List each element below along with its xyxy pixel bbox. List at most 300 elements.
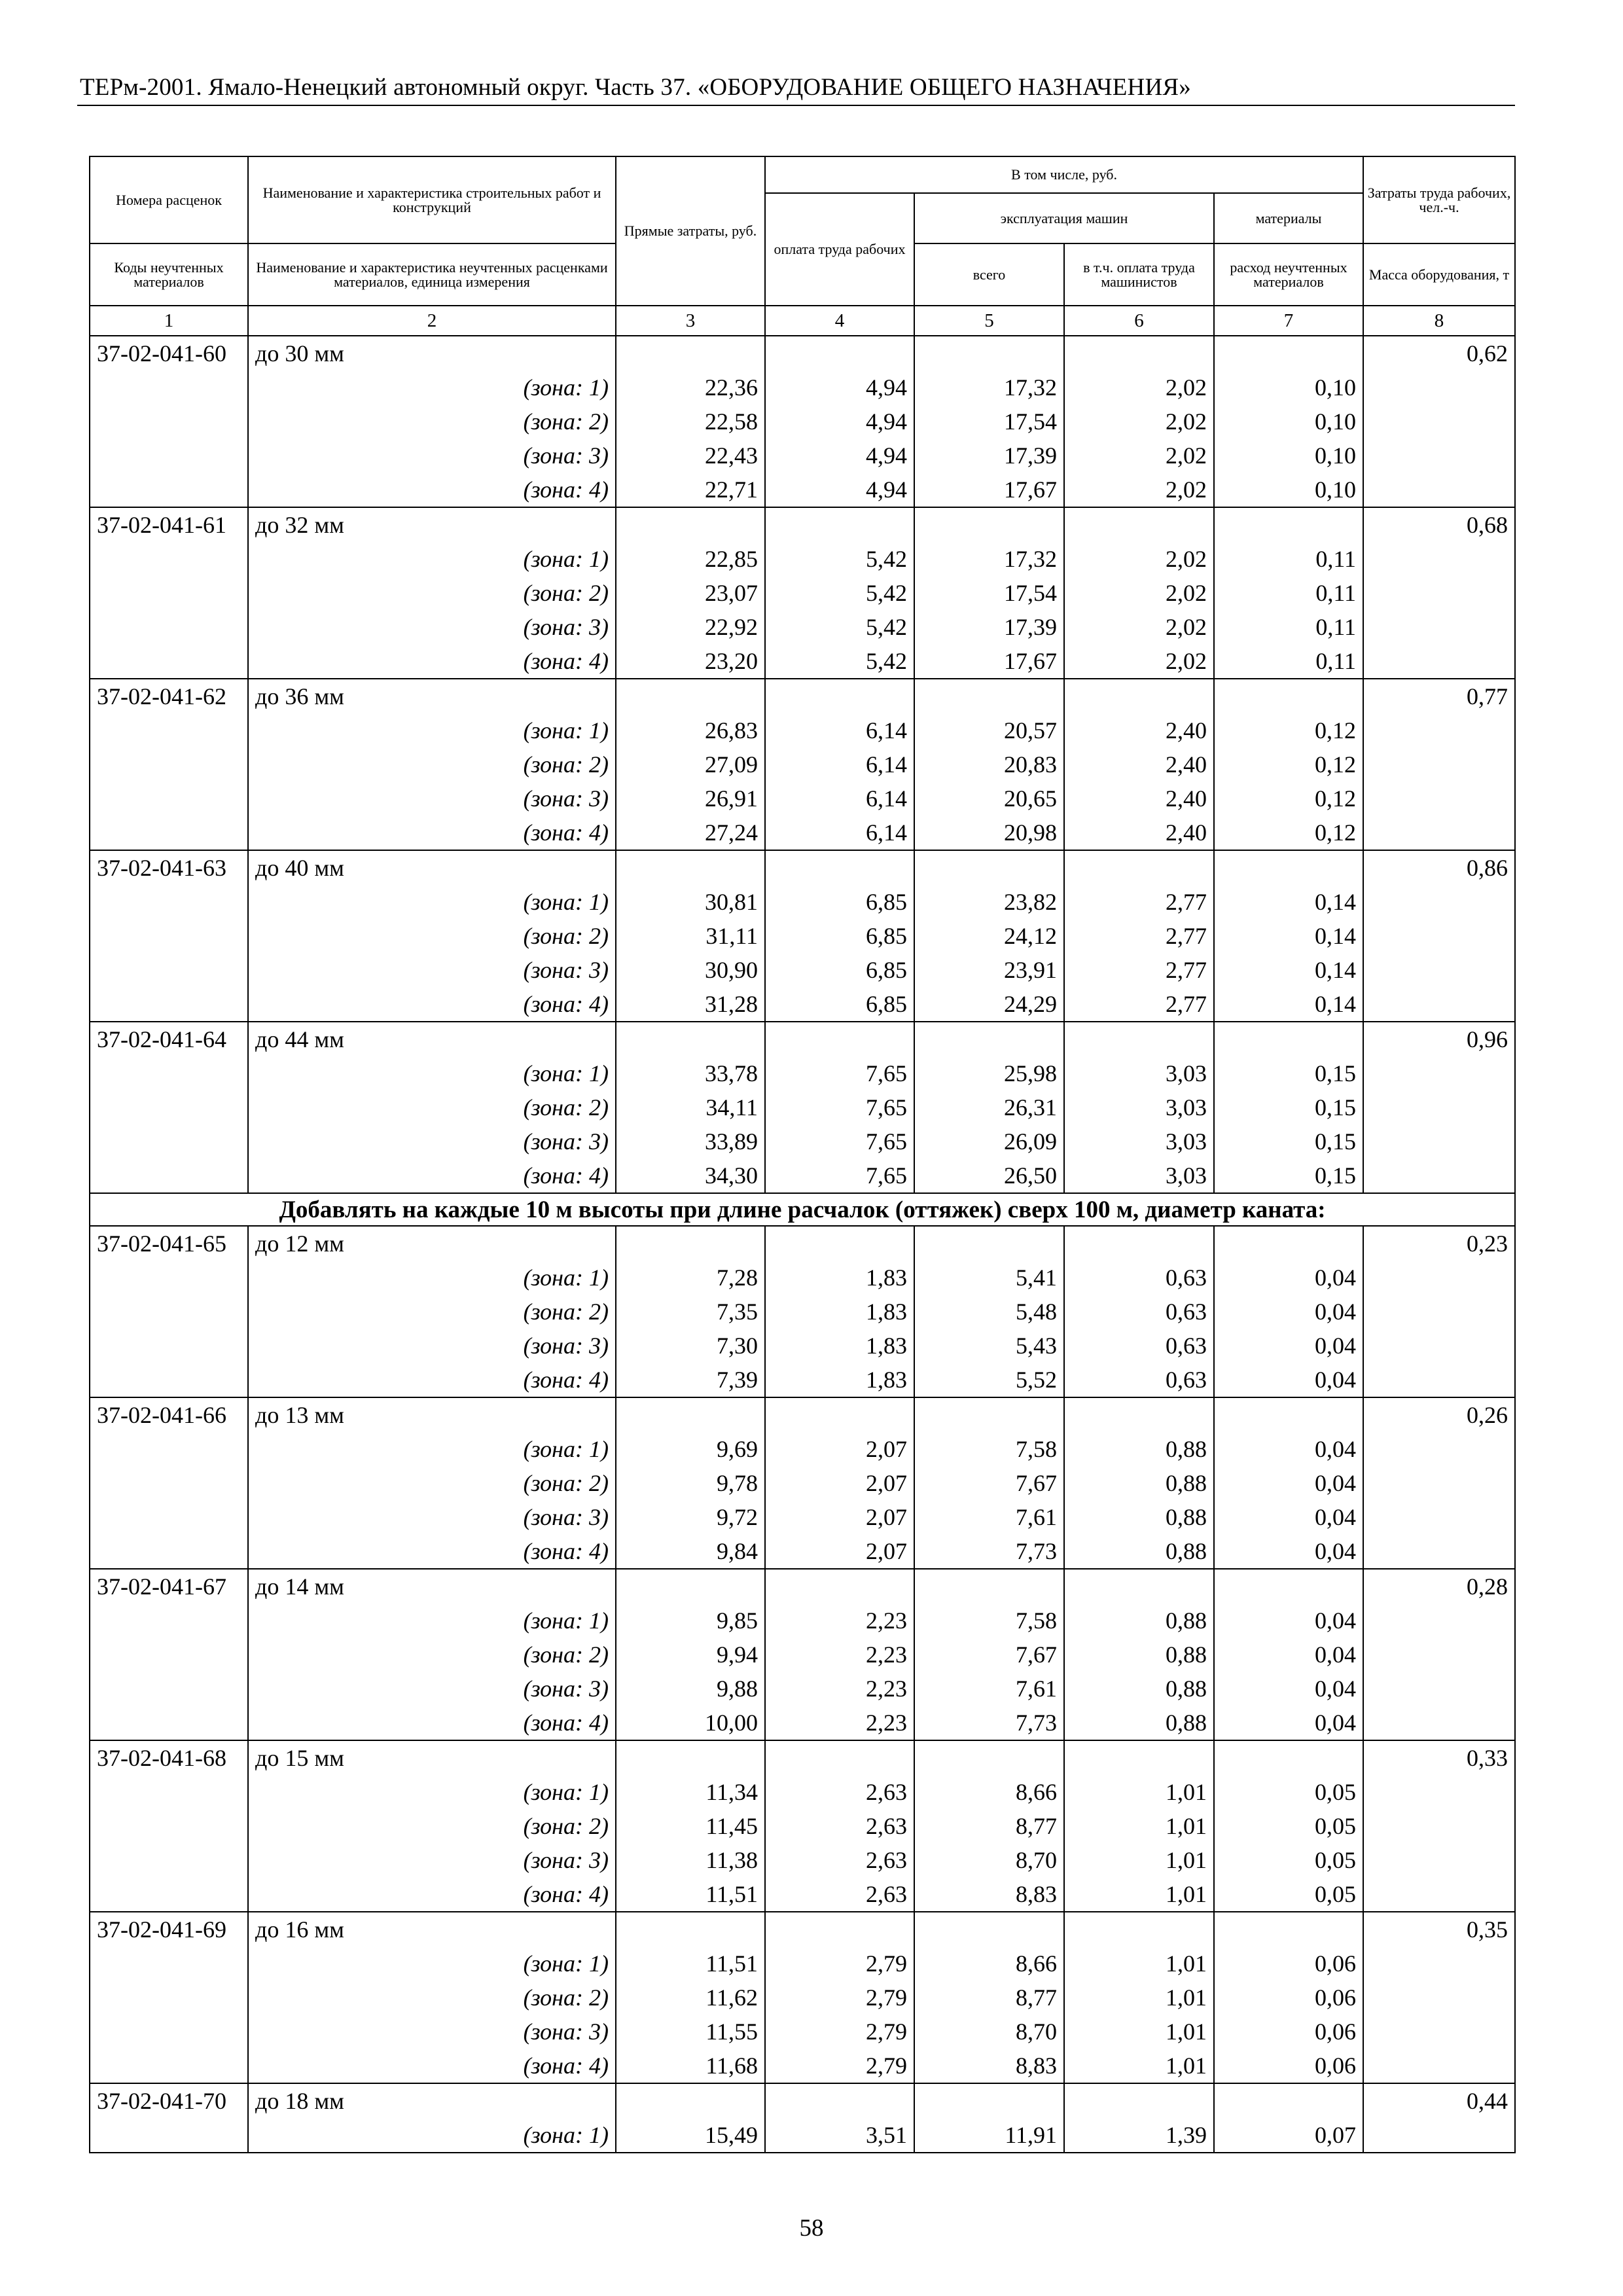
zone-row <box>90 953 1515 987</box>
empty-cell <box>765 850 914 885</box>
labor-pay-value: 5,42 <box>765 542 914 576</box>
materials-value: 0,12 <box>1214 816 1363 850</box>
labor-hours: 0,28 <box>1363 1569 1515 1604</box>
labor-hours: 0,23 <box>1363 1226 1515 1261</box>
empty-cell <box>90 644 248 679</box>
rate-row-title <box>90 2083 1515 2118</box>
empty-cell <box>765 1397 914 1432</box>
materials-value: 0,04 <box>1214 1638 1363 1672</box>
machines-total-value: 17,67 <box>914 473 1064 507</box>
empty-cell <box>90 2118 248 2153</box>
labor-pay-value: 6,85 <box>765 919 914 953</box>
machines-total-value: 7,73 <box>914 1534 1064 1569</box>
empty-cell <box>90 1843 248 1877</box>
operators-pay-value: 0,88 <box>1064 1604 1214 1638</box>
materials-value: 0,04 <box>1214 1672 1363 1706</box>
machines-total-value: 8,70 <box>914 1843 1064 1877</box>
rate-row-title <box>90 1912 1515 1946</box>
zone-label: (зона: 3) <box>248 439 616 473</box>
page-number: 58 <box>799 2215 824 2242</box>
empty-cell <box>1363 473 1515 507</box>
direct-cost-value: 9,78 <box>616 1466 765 1500</box>
labor-hours: 0,68 <box>1363 507 1515 542</box>
zone-label: (зона: 2) <box>248 747 616 781</box>
zone-label: (зона: 1) <box>248 885 616 919</box>
empty-cell <box>1064 850 1214 885</box>
machines-total-value: 24,29 <box>914 987 1064 1022</box>
zone-row <box>90 1775 1515 1809</box>
empty-cell <box>90 1672 248 1706</box>
materials-value: 0,14 <box>1214 885 1363 919</box>
direct-cost-value: 7,35 <box>616 1295 765 1329</box>
machines-total-value: 8,83 <box>914 2049 1064 2083</box>
zone-row <box>90 2015 1515 2049</box>
operators-pay-value: 0,88 <box>1064 1534 1214 1569</box>
empty-cell <box>1214 1740 1363 1775</box>
direct-cost-value: 10,00 <box>616 1706 765 1740</box>
labor-pay-value: 2,79 <box>765 2049 914 2083</box>
rate-code: 37-02-041-66 <box>90 1397 248 1432</box>
zone-label: (зона: 1) <box>248 1604 616 1638</box>
empty-cell <box>90 1432 248 1466</box>
empty-cell <box>90 1363 248 1397</box>
empty-cell <box>765 1226 914 1261</box>
empty-cell <box>1214 2083 1363 2118</box>
zone-label: (зона: 4) <box>248 1706 616 1740</box>
zone-label: (зона: 3) <box>248 953 616 987</box>
empty-cell <box>1363 1466 1515 1500</box>
direct-cost-value: 30,81 <box>616 885 765 919</box>
header-rate-numbers: Номера расценок <box>90 156 248 243</box>
empty-cell <box>90 1809 248 1843</box>
machines-total-value: 7,67 <box>914 1466 1064 1500</box>
materials-value: 0,14 <box>1214 953 1363 987</box>
zone-row <box>90 1124 1515 1158</box>
materials-value: 0,07 <box>1214 2118 1363 2153</box>
empty-cell <box>1363 1363 1515 1397</box>
labor-hours: 0,35 <box>1363 1912 1515 1946</box>
header-labor-pay: оплата труда рабочих <box>765 193 914 306</box>
materials-value: 0,15 <box>1214 1158 1363 1193</box>
operators-pay-value: 0,88 <box>1064 1500 1214 1534</box>
zone-label: (зона: 4) <box>248 644 616 679</box>
materials-value: 0,04 <box>1214 1329 1363 1363</box>
zone-label: (зона: 2) <box>248 404 616 439</box>
document-header: ТЕРм-2001. Ямало-Ненецкий автономный округ. Часть 37. «ОБОРУДОВАНИЕ ОБЩЕГО НАЗНАЧЕНИЯ» <box>80 74 1191 101</box>
empty-cell <box>1214 1022 1363 1056</box>
operators-pay-value: 2,77 <box>1064 953 1214 987</box>
labor-pay-value: 5,42 <box>765 576 914 610</box>
labor-pay-value: 3,51 <box>765 2118 914 2153</box>
machines-total-value: 25,98 <box>914 1056 1064 1090</box>
materials-value: 0,04 <box>1214 1261 1363 1295</box>
empty-cell <box>1064 1569 1214 1604</box>
machines-total-value: 8,66 <box>914 1775 1064 1809</box>
empty-cell <box>90 1500 248 1534</box>
empty-cell <box>1363 1090 1515 1124</box>
empty-cell <box>90 987 248 1022</box>
direct-cost-value: 23,20 <box>616 644 765 679</box>
zone-row <box>90 1158 1515 1193</box>
direct-cost-value: 9,69 <box>616 1432 765 1466</box>
materials-value: 0,06 <box>1214 1981 1363 2015</box>
empty-cell <box>616 1022 765 1056</box>
materials-value: 0,10 <box>1214 404 1363 439</box>
zone-label: (зона: 3) <box>248 610 616 644</box>
zone-label: (зона: 4) <box>248 1363 616 1397</box>
machines-total-value: 23,91 <box>914 953 1064 987</box>
zone-row <box>90 473 1515 507</box>
empty-cell <box>1363 1500 1515 1534</box>
zone-row <box>90 816 1515 850</box>
empty-cell <box>1363 1295 1515 1329</box>
operators-pay-value: 3,03 <box>1064 1090 1214 1124</box>
rate-row-title <box>90 507 1515 542</box>
materials-value: 0,04 <box>1214 1432 1363 1466</box>
direct-cost-value: 11,55 <box>616 2015 765 2049</box>
zone-row <box>90 1706 1515 1740</box>
empty-cell <box>1363 1056 1515 1090</box>
zone-row <box>90 1363 1515 1397</box>
machines-total-value: 17,39 <box>914 439 1064 473</box>
rate-row-title <box>90 1740 1515 1775</box>
operators-pay-value: 2,77 <box>1064 987 1214 1022</box>
labor-pay-value: 6,85 <box>765 885 914 919</box>
operators-pay-value: 0,63 <box>1064 1363 1214 1397</box>
zone-row <box>90 781 1515 816</box>
header-rule <box>77 105 1515 106</box>
empty-cell <box>1363 987 1515 1022</box>
operators-pay-value: 1,01 <box>1064 2015 1214 2049</box>
direct-cost-value: 11,34 <box>616 1775 765 1809</box>
header-material-names: Наименование и характеристика неучтенных расценками материалов, единица измерения <box>248 243 616 306</box>
empty-cell <box>1363 747 1515 781</box>
empty-cell <box>1363 1946 1515 1981</box>
empty-cell <box>90 2015 248 2049</box>
materials-value: 0,11 <box>1214 644 1363 679</box>
zone-row <box>90 747 1515 781</box>
empty-cell <box>1363 644 1515 679</box>
empty-cell <box>1363 953 1515 987</box>
zone-row <box>90 1090 1515 1124</box>
empty-cell <box>1363 1432 1515 1466</box>
materials-value: 0,11 <box>1214 576 1363 610</box>
empty-cell <box>616 336 765 370</box>
zone-row <box>90 1809 1515 1843</box>
zone-label: (зона: 1) <box>248 713 616 747</box>
direct-cost-value: 34,30 <box>616 1158 765 1193</box>
operators-pay-value: 1,01 <box>1064 1775 1214 1809</box>
empty-cell <box>1214 679 1363 713</box>
empty-cell <box>616 2083 765 2118</box>
machines-total-value: 26,50 <box>914 1158 1064 1193</box>
machines-total-value: 17,54 <box>914 576 1064 610</box>
operators-pay-value: 3,03 <box>1064 1124 1214 1158</box>
labor-pay-value: 2,07 <box>765 1534 914 1569</box>
zone-label: (зона: 2) <box>248 1638 616 1672</box>
operators-pay-value: 2,02 <box>1064 644 1214 679</box>
empty-cell <box>1363 1329 1515 1363</box>
empty-cell <box>90 953 248 987</box>
direct-cost-value: 7,39 <box>616 1363 765 1397</box>
zone-row <box>90 2118 1515 2153</box>
labor-pay-value: 2,23 <box>765 1706 914 1740</box>
materials-value: 0,10 <box>1214 370 1363 404</box>
machines-total-value: 20,83 <box>914 747 1064 781</box>
materials-value: 0,06 <box>1214 2049 1363 2083</box>
direct-cost-value: 11,45 <box>616 1809 765 1843</box>
zone-label: (зона: 4) <box>248 473 616 507</box>
labor-pay-value: 2,79 <box>765 2015 914 2049</box>
empty-cell <box>616 1912 765 1946</box>
empty-cell <box>1064 507 1214 542</box>
direct-cost-value: 23,07 <box>616 576 765 610</box>
rate-row-title <box>90 336 1515 370</box>
zone-label: (зона: 1) <box>248 370 616 404</box>
zone-row <box>90 1432 1515 1466</box>
zone-label: (зона: 3) <box>248 1672 616 1706</box>
labor-pay-value: 2,79 <box>765 1946 914 1981</box>
header-material-codes: Коды неучтенных материалов <box>90 243 248 306</box>
labor-pay-value: 4,94 <box>765 370 914 404</box>
operators-pay-value: 2,02 <box>1064 610 1214 644</box>
empty-cell <box>1363 816 1515 850</box>
empty-cell <box>1064 1397 1214 1432</box>
direct-cost-value: 22,92 <box>616 610 765 644</box>
zone-row <box>90 576 1515 610</box>
zone-row <box>90 1329 1515 1363</box>
labor-pay-value: 2,07 <box>765 1432 914 1466</box>
materials-value: 0,11 <box>1214 610 1363 644</box>
zone-label: (зона: 1) <box>248 542 616 576</box>
header-machines-total: всего <box>914 243 1064 306</box>
empty-cell <box>1363 713 1515 747</box>
rate-name: до 40 мм <box>248 850 616 885</box>
empty-cell <box>765 2083 914 2118</box>
empty-cell <box>1064 679 1214 713</box>
zone-label: (зона: 2) <box>248 1466 616 1500</box>
operators-pay-value: 1,01 <box>1064 2049 1214 2083</box>
labor-hours: 0,77 <box>1363 679 1515 713</box>
machines-total-value: 7,61 <box>914 1672 1064 1706</box>
rate-row-title <box>90 1022 1515 1056</box>
operators-pay-value: 1,01 <box>1064 1981 1214 2015</box>
empty-cell <box>1363 919 1515 953</box>
empty-cell <box>616 679 765 713</box>
direct-cost-value: 9,88 <box>616 1672 765 1706</box>
materials-value: 0,05 <box>1214 1843 1363 1877</box>
labor-pay-value: 2,63 <box>765 1877 914 1912</box>
rate-name: до 14 мм <box>248 1569 616 1604</box>
rate-code: 37-02-041-67 <box>90 1569 248 1604</box>
direct-cost-value: 7,30 <box>616 1329 765 1363</box>
empty-cell <box>1214 1226 1363 1261</box>
empty-cell <box>1363 1775 1515 1809</box>
direct-cost-value: 11,51 <box>616 1877 765 1912</box>
labor-pay-value: 2,07 <box>765 1466 914 1500</box>
rate-name: до 15 мм <box>248 1740 616 1775</box>
empty-cell <box>90 713 248 747</box>
labor-pay-value: 6,85 <box>765 987 914 1022</box>
empty-cell <box>90 747 248 781</box>
empty-cell <box>914 507 1064 542</box>
materials-value: 0,15 <box>1214 1124 1363 1158</box>
operators-pay-value: 2,02 <box>1064 576 1214 610</box>
zone-label: (зона: 2) <box>248 1090 616 1124</box>
zone-row <box>90 919 1515 953</box>
labor-pay-value: 5,42 <box>765 610 914 644</box>
column-number: 2 <box>248 306 616 336</box>
empty-cell <box>1214 336 1363 370</box>
machines-total-value: 26,31 <box>914 1090 1064 1124</box>
materials-value: 0,14 <box>1214 987 1363 1022</box>
operators-pay-value: 0,63 <box>1064 1329 1214 1363</box>
rate-row-title <box>90 850 1515 885</box>
machines-total-value: 8,66 <box>914 1946 1064 1981</box>
machines-total-value: 20,98 <box>914 816 1064 850</box>
materials-value: 0,04 <box>1214 1534 1363 1569</box>
empty-cell <box>1363 1706 1515 1740</box>
rate-name: до 32 мм <box>248 507 616 542</box>
direct-cost-value: 7,28 <box>616 1261 765 1295</box>
empty-cell <box>1363 576 1515 610</box>
rate-code: 37-02-041-65 <box>90 1226 248 1261</box>
zone-label: (зона: 2) <box>248 1981 616 2015</box>
zone-row <box>90 1877 1515 1912</box>
direct-cost-value: 22,43 <box>616 439 765 473</box>
zone-label: (зона: 2) <box>248 919 616 953</box>
empty-cell <box>1363 439 1515 473</box>
zone-label: (зона: 4) <box>248 987 616 1022</box>
empty-cell <box>765 336 914 370</box>
zone-row <box>90 1604 1515 1638</box>
section-row-group <box>90 1193 1515 1226</box>
zone-label: (зона: 3) <box>248 2015 616 2049</box>
labor-hours: 0,62 <box>1363 336 1515 370</box>
empty-cell <box>90 370 248 404</box>
empty-cell <box>90 1638 248 1672</box>
empty-cell <box>90 542 248 576</box>
direct-cost-value: 27,09 <box>616 747 765 781</box>
direct-cost-value: 9,85 <box>616 1604 765 1638</box>
header-operators-pay: в т.ч. оплата труда машинистов <box>1064 243 1214 306</box>
rate-name: до 44 мм <box>248 1022 616 1056</box>
zone-label: (зона: 3) <box>248 1124 616 1158</box>
empty-cell <box>90 473 248 507</box>
column-number: 6 <box>1064 306 1214 336</box>
zone-row <box>90 1056 1515 1090</box>
machines-total-value: 5,41 <box>914 1261 1064 1295</box>
machines-total-value: 20,65 <box>914 781 1064 816</box>
machines-total-value: 5,52 <box>914 1363 1064 1397</box>
empty-cell <box>914 1022 1064 1056</box>
labor-pay-value: 6,85 <box>765 953 914 987</box>
empty-cell <box>914 2083 1064 2118</box>
empty-cell <box>1363 781 1515 816</box>
materials-value: 0,05 <box>1214 1877 1363 1912</box>
labor-pay-value: 7,65 <box>765 1124 914 1158</box>
zone-row <box>90 1261 1515 1295</box>
labor-pay-value: 2,79 <box>765 1981 914 2015</box>
empty-cell <box>90 1466 248 1500</box>
rate-row-title <box>90 1569 1515 1604</box>
labor-pay-value: 2,63 <box>765 1775 914 1809</box>
machines-total-value: 11,91 <box>914 2118 1064 2153</box>
empty-cell <box>1363 1534 1515 1569</box>
machines-total-value: 8,77 <box>914 1981 1064 2015</box>
zone-label: (зона: 3) <box>248 1329 616 1363</box>
machines-total-value: 7,61 <box>914 1500 1064 1534</box>
direct-cost-value: 33,78 <box>616 1056 765 1090</box>
machines-total-value: 24,12 <box>914 919 1064 953</box>
empty-cell <box>765 507 914 542</box>
labor-pay-value: 6,14 <box>765 713 914 747</box>
zone-row <box>90 2049 1515 2083</box>
empty-cell <box>90 1775 248 1809</box>
empty-cell <box>1064 1912 1214 1946</box>
labor-pay-value: 2,63 <box>765 1843 914 1877</box>
empty-cell <box>914 679 1064 713</box>
empty-cell <box>765 1740 914 1775</box>
column-number: 3 <box>616 306 765 336</box>
operators-pay-value: 2,02 <box>1064 439 1214 473</box>
empty-cell <box>90 1158 248 1193</box>
labor-pay-value: 2,23 <box>765 1638 914 1672</box>
operators-pay-value: 0,88 <box>1064 1432 1214 1466</box>
materials-value: 0,12 <box>1214 747 1363 781</box>
labor-pay-value: 1,83 <box>765 1261 914 1295</box>
zone-row <box>90 1981 1515 2015</box>
labor-pay-value: 2,07 <box>765 1500 914 1534</box>
operators-pay-value: 3,03 <box>1064 1056 1214 1090</box>
rate-code: 37-02-041-61 <box>90 507 248 542</box>
empty-cell <box>914 336 1064 370</box>
empty-cell <box>90 1706 248 1740</box>
zone-row <box>90 1946 1515 1981</box>
machines-total-value: 17,32 <box>914 542 1064 576</box>
materials-value: 0,15 <box>1214 1056 1363 1090</box>
empty-cell <box>90 1604 248 1638</box>
column-number: 1 <box>90 306 248 336</box>
empty-cell <box>1363 2118 1515 2153</box>
labor-pay-value: 4,94 <box>765 439 914 473</box>
empty-cell <box>90 919 248 953</box>
empty-cell <box>616 850 765 885</box>
zone-row <box>90 1295 1515 1329</box>
materials-value: 0,15 <box>1214 1090 1363 1124</box>
column-number: 5 <box>914 306 1064 336</box>
empty-cell <box>90 1877 248 1912</box>
operators-pay-value: 1,39 <box>1064 2118 1214 2153</box>
section-row <box>90 1193 1515 1226</box>
table-body-before-section <box>90 336 1515 1193</box>
empty-cell <box>1363 1604 1515 1638</box>
empty-cell <box>1064 1226 1214 1261</box>
zone-row <box>90 1843 1515 1877</box>
operators-pay-value: 0,88 <box>1064 1466 1214 1500</box>
labor-pay-value: 6,14 <box>765 781 914 816</box>
empty-cell <box>1064 1022 1214 1056</box>
labor-pay-value: 2,63 <box>765 1809 914 1843</box>
zone-row <box>90 987 1515 1022</box>
zone-label: (зона: 1) <box>248 1775 616 1809</box>
header-labor-hours: Затраты труда рабочих, чел.-ч. <box>1363 156 1515 243</box>
rates-table <box>89 156 1516 2153</box>
materials-value: 0,11 <box>1214 542 1363 576</box>
direct-cost-value: 33,89 <box>616 1124 765 1158</box>
zone-row <box>90 1672 1515 1706</box>
labor-pay-value: 1,83 <box>765 1295 914 1329</box>
